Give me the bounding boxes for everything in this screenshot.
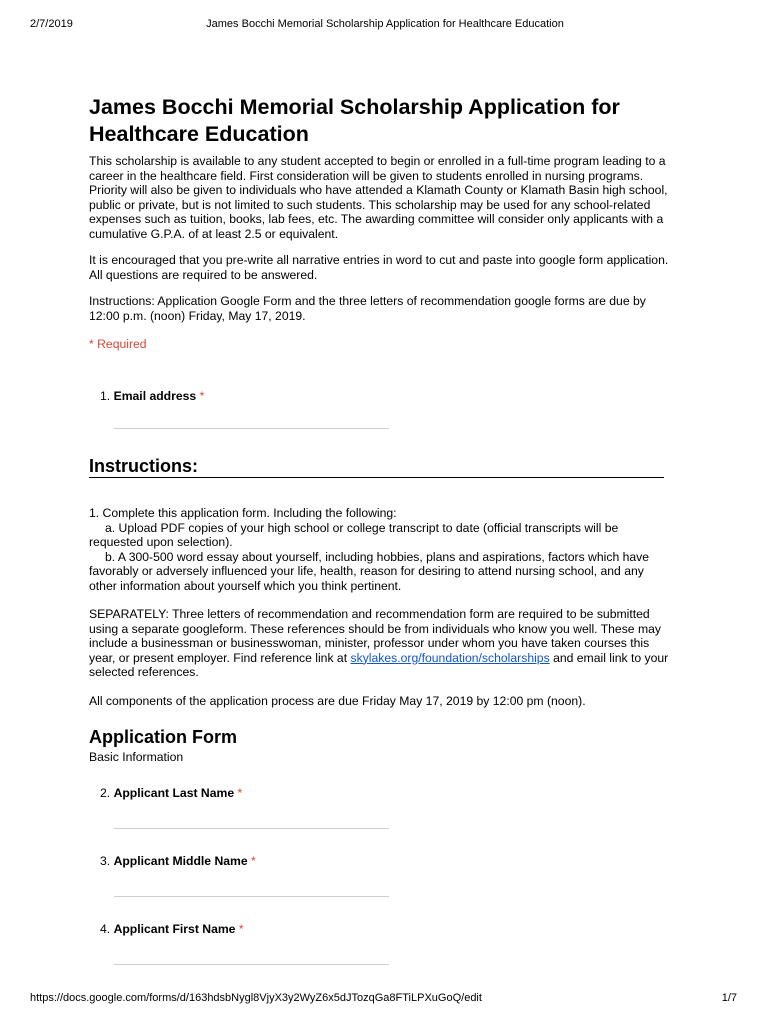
question-label: Applicant Last Name bbox=[113, 786, 235, 800]
instructions-due: All components of the application process are due Friday May 17, 2019 by 12:00 pm (noon). bbox=[89, 693, 586, 708]
required-star: * bbox=[251, 854, 256, 868]
question-number: 1. bbox=[100, 389, 111, 403]
required-star: * bbox=[238, 922, 244, 936]
page-header-title: James Bocchi Memorial Scholarship Application for Healthcare Education bbox=[206, 18, 564, 30]
question-first-name bbox=[100, 922, 669, 936]
question-middle-name bbox=[100, 854, 669, 868]
required-star: * bbox=[237, 786, 243, 800]
instructions-title: Instructions: bbox=[89, 456, 199, 476]
question-number: 4. bbox=[100, 922, 111, 936]
form-title: James Bocchi Memorial Scholarship Application for Healthcare Education bbox=[89, 95, 620, 146]
form-description-1: This scholarship is available to any student accepted to begin or enrolled in a full-time program leading to a career in the healthcare field. First consideration will be given to students enrolled in nursing programs. Priority will also be given to individuals who have attended a Klamath County or Klamath Basin high school, public or private, but is not limited to such students. This scholarship may be used for any school-related expenses such as tuition, books, lab fees, etc. The awarding committee will consider only applicants with a cumulative G.P.A. of at least 2.5 or equivalent. bbox=[89, 154, 668, 241]
first-name-input[interactable] bbox=[114, 964, 389, 965]
application-form-title: Application Form bbox=[89, 727, 237, 747]
last-name-input[interactable] bbox=[114, 828, 389, 829]
scholarships-link[interactable]: skylakes.org/foundation/scholarships bbox=[350, 650, 550, 665]
email-input[interactable] bbox=[114, 428, 389, 429]
question-label: Applicant Middle Name bbox=[113, 854, 248, 868]
question-email bbox=[100, 389, 669, 403]
form-description-2: It is encouraged that you pre-write all narrative entries in word to cut and paste into google form application. All questions are required to be answered. bbox=[89, 253, 669, 282]
instructions-separately: SEPARATELY: Three letters of recommendation and recommendation form are required to be submitted using a separate googleform. These references should be from individuals who know you well. These may include a businessman or businesswoman, minister, professor under whom you have taken courses this year, or present employer. Find reference link at skylakes.org/foundation/scholarships and email link to your selected references. bbox=[89, 607, 669, 679]
question-label: Applicant First Name bbox=[113, 922, 236, 936]
application-form-subtitle: Basic Information bbox=[89, 750, 184, 764]
middle-name-input[interactable] bbox=[114, 896, 389, 897]
form-description-3: Instructions: Application Google Form and the three letters of recommendation google forms are due by 12:00 p.m. (noon) Friday, May 17, 2019. bbox=[89, 294, 646, 323]
required-note: * Required bbox=[89, 337, 147, 351]
page-footer-page-number: 1/7 bbox=[721, 992, 737, 1004]
question-last-name bbox=[100, 786, 669, 800]
instructions-divider bbox=[89, 477, 664, 478]
question-label: Email address bbox=[113, 389, 197, 403]
form-content bbox=[89, 94, 669, 965]
page-header-date: 2/7/2019 bbox=[30, 18, 73, 30]
page-footer-url: https://docs.google.com/forms/d/163hdsbNygl8VjyX3y2WyZ6x5dJTozqGa8FTiLPXuGoQ/edit bbox=[30, 992, 482, 1004]
required-star: * bbox=[199, 389, 205, 403]
question-number: 2. bbox=[100, 786, 111, 800]
question-number: 3. bbox=[100, 854, 111, 868]
instructions-item-1a: a. Upload PDF copies of your high school or college transcript to date (official transcripts will be requested upon selection). bbox=[89, 520, 619, 549]
instructions-item-1: 1. Complete this application form. Including the following: bbox=[89, 506, 397, 520]
instructions-item-1b: b. A 300-500 word essay about yourself, including hobbies, plans and aspirations, factors which have favorably or adversely influenced your life, health, reason for desiring to attend nursing school, and any other information about yourself which you think pertinent. bbox=[89, 549, 650, 593]
